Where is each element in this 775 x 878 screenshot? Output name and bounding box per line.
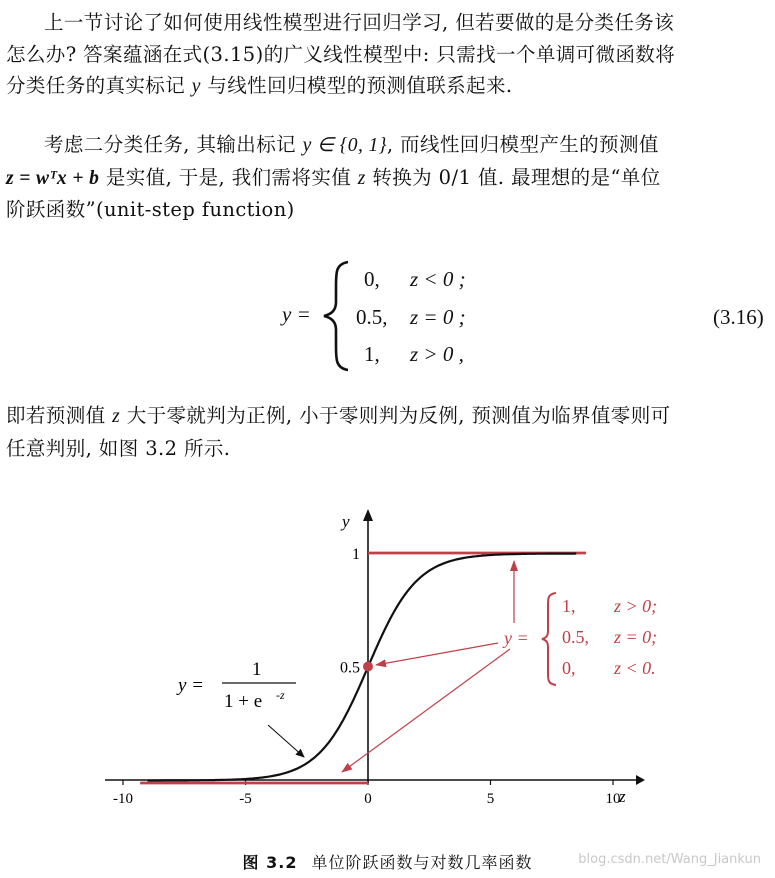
paragraph-1-line-3 (6, 70, 771, 103)
step-case-1-cond: z > 0; (614, 596, 658, 616)
figure-3-2 (0, 505, 775, 825)
equation-number: (3.16) (713, 305, 764, 329)
sigmoid-label-exponent: -z (276, 688, 285, 702)
equation-case-3-cond-text: z > 0 , (410, 342, 464, 366)
text-run: 大于零就判为正例, 小于零则判为反例, 预测值为临界值零则可 (120, 404, 671, 427)
step-case-2-value: 0.5, (562, 627, 589, 647)
equation-case-1-value: 0, (364, 267, 380, 291)
step-midpoint-dot (363, 662, 373, 672)
step-case-3-cond: z < 0. (614, 658, 656, 678)
math-var-z: z (357, 167, 366, 189)
text-run: , 而线性回归模型产生的预测值 (386, 133, 659, 156)
text-run: 考虑二分类任务, 其输出标记 (44, 133, 303, 156)
equation-lhs-text: y = (282, 302, 311, 326)
sigmoid-label-numerator: 1 (252, 659, 262, 680)
figure-plot (0, 505, 775, 825)
paragraph-1 (6, 7, 771, 103)
text-run: 分类任务的真实标记 (6, 74, 192, 97)
x-tick-label: -5 (239, 791, 252, 807)
x-tick-label: 5 (486, 791, 495, 807)
math-var-y: y (191, 76, 201, 97)
figure-caption-label: 图 3.2 (242, 853, 298, 872)
step-case-1-value: 1, (562, 596, 576, 616)
sigmoid-annotation-arrow (268, 725, 304, 757)
step-arrow-to-mid (376, 643, 498, 665)
equation-case-2-value: 0.5, (356, 305, 388, 329)
equation-case-2-cond (410, 305, 466, 330)
left-brace-icon (318, 258, 358, 373)
math-var-z: z (112, 406, 121, 427)
text-run: 是实值, 于是, 我们需将实值 (99, 165, 358, 189)
paragraph-3 (6, 400, 771, 464)
watermark: blog.csdn.net/Wang_Jiankun (578, 852, 761, 867)
y-tick-label: 1 (352, 546, 360, 563)
x-tick-label: -10 (113, 791, 133, 807)
figure-caption-text: 单位阶跃函数与对数几率函数 (311, 853, 533, 872)
step-brace-icon (542, 593, 556, 685)
step-label-lhs: y = (504, 628, 529, 648)
x-tick-label: 10 (605, 791, 621, 807)
text-run: 与线性回归模型的预测值联系起来. (200, 74, 513, 97)
equation-case-1-cond (410, 267, 466, 292)
y-axis-arrow-icon (363, 509, 373, 521)
y-ticks (340, 546, 360, 677)
equation-case-3-value: 1, (364, 342, 380, 366)
paragraph-2-line-3: 阶跃函数”(unit-step function) (6, 198, 295, 221)
text-run: 转换为 0/1 值. 最理想的是“单位 (365, 165, 661, 189)
y-tick-label: 0.5 (340, 659, 360, 677)
sigmoid-label-denominator: 1 + e (224, 691, 263, 712)
step-case-3-value: 0, (562, 658, 576, 678)
text-run: 即若预测值 (6, 404, 113, 427)
equation-case-2-cond-text: z = 0 ; (410, 305, 466, 329)
y-axis-label: y (342, 512, 350, 531)
paragraph-2 (6, 129, 771, 226)
paragraph-3-line-1 (6, 400, 771, 433)
paragraph-1-line-1: 上一节讨论了如何使用线性模型进行回归学习, 但若要做的是分类任务该 (44, 11, 675, 34)
paragraph-1-line-2: 怎么办? 答案蕴涵在式(3.15)的广义线性模型中: 只需找一个单调可微函数将 (6, 42, 676, 66)
x-axis-label: z (619, 787, 626, 806)
equation-lhs (282, 302, 311, 327)
x-axis-arrow-icon (636, 775, 645, 785)
step-case-2-cond: z = 0; (614, 627, 658, 647)
math-linear-model: z = wᵀx + b (6, 167, 100, 189)
paragraph-2-line-1 (6, 129, 771, 162)
paragraph-3-line-2: 任意判别, 如图 3.2 所示. (6, 436, 231, 460)
equation-case-1-cond-text: z < 0 ; (410, 267, 466, 291)
x-tick-label: 0 (364, 791, 372, 807)
equation-case-3-cond (410, 342, 464, 367)
sigmoid-label-lhs: y = (178, 675, 205, 696)
sigmoid-curve (148, 554, 577, 781)
math-set: y ∈ {0, 1} (302, 135, 387, 156)
paragraph-2-line-2 (6, 162, 771, 195)
equation-3-16 (0, 258, 775, 373)
